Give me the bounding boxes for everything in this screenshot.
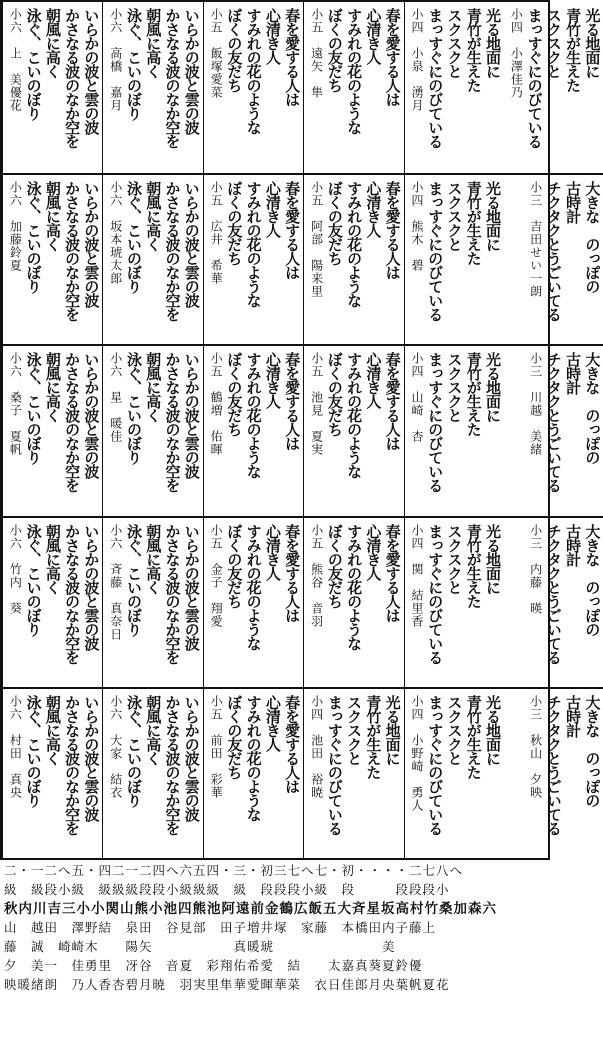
calligraphy-cell (2, 2, 102, 173)
student-signature: 小五 飯塚愛菜 (209, 8, 224, 99)
grid-row (2, 173, 603, 344)
poem-line: 朝風に高く (144, 181, 163, 252)
grid-row (2, 344, 603, 515)
poem-line: ぼくの友だち (325, 181, 344, 266)
calligraphy-cell (303, 175, 403, 344)
poem-line: まっすぐにのびている (426, 352, 445, 493)
poem-line: 心清き人 (364, 181, 383, 238)
student-signature: 小五 遠矢 隼 (309, 8, 324, 99)
poem-line: スクスクと (345, 694, 364, 765)
student-legend (0, 865, 550, 1063)
calligraphy-cell (404, 175, 504, 344)
poem-line: いらかの波と雲の波 (82, 8, 101, 134)
poem-line: まっすぐにのびている (325, 694, 344, 835)
calligraphy-cell (303, 689, 403, 858)
student-signature: 小五 池見 夏実 (309, 352, 324, 457)
calligraphy-cell (2, 175, 102, 344)
poem-line: 心清き人 (263, 694, 282, 751)
calligraphy-cell (203, 689, 303, 858)
poem-line: 青竹が生えた (464, 352, 483, 437)
poem-line: 大きな のっぽの (583, 352, 602, 465)
poem-line: すみれの花のような (244, 523, 263, 650)
calligraphy-cell (504, 2, 603, 173)
poem-line: かさなる波のなか空を (63, 694, 82, 835)
poem-line: かさなる波のなか空を (163, 523, 182, 664)
legend-name-line: 夕 美一 佳勇里 冴谷 音夏 彩翔佑希愛 結 太嘉真葵夏鈴優 (4, 958, 423, 973)
poem-line: 春を愛する人は (383, 523, 402, 622)
legend-name-line: 山 越田 澤野結 泉田 谷見部 田子増井塚 家藤 本橋田内子藤上 (4, 920, 437, 935)
poem-line: ぼくの友だち (225, 181, 244, 266)
poem-line: 青竹が生えた (564, 8, 583, 92)
student-signature: 小六 上 美優花 (8, 8, 23, 112)
poem-line: すみれの花のような (244, 181, 263, 308)
calligraphy-cell (102, 689, 202, 858)
poem-line: すみれの花のような (345, 181, 364, 308)
poem-line: 朝風に高く (43, 181, 62, 252)
calligraphy-cell (203, 2, 303, 173)
poem-line: スクスクと (445, 8, 464, 78)
poem-line: すみれの花のような (244, 8, 263, 134)
grid-row (2, 687, 603, 858)
poem-line: 光る地面に (483, 694, 502, 765)
calligraphy-cell (404, 518, 504, 687)
student-signature: 小六 斉藤 真奈日 (108, 523, 123, 641)
student-signature: 小六 坂本琥太郎 (108, 181, 123, 286)
poem-line: チクタクとうごいてる (544, 181, 563, 322)
poem-line: 朝風に高く (43, 523, 62, 594)
poem-line: いらかの波と雲の波 (182, 523, 201, 650)
poem-line: すみれの花のような (345, 8, 364, 134)
student-signature: 小六 桑子 夏帆 (8, 352, 23, 457)
poem-line: かさなる波のなか空を (163, 352, 182, 493)
poem-line: 泳ぐ、こいのぼり (24, 523, 43, 636)
poem-line: 青竹が生えた (364, 694, 383, 779)
student-signature: 小四 熊木 碧 (409, 181, 424, 273)
poem-line: 泳ぐ、こいのぼり (125, 181, 144, 294)
grid-row (2, 2, 603, 173)
poem-line: 光る地面に (483, 352, 502, 423)
poem-line: かさなる波のなか空を (63, 181, 82, 322)
student-signature: 小六 加藤鈴夏 (8, 181, 23, 273)
calligraphy-cell (2, 518, 102, 687)
poem-line: 心清き人 (263, 352, 282, 409)
student-signature: 小五 広井 希華 (209, 181, 224, 286)
poem-line: いらかの波と雲の波 (182, 352, 201, 479)
calligraphy-cell (404, 689, 504, 858)
poem-line: ぼくの友だち (325, 352, 344, 437)
student-signature: 小四 小澤佳乃 (509, 8, 524, 99)
legend-grade-line: 級 級段小級 級級級段段小級級級 級 段段段小級 段 段段段小 (4, 882, 450, 897)
poem-line: 春を愛する人は (283, 523, 302, 622)
poem-line: 心清き人 (364, 352, 383, 409)
poem-line: チクタクとうごいてる (544, 523, 563, 664)
student-signature: 小四 小泉 湧月 (409, 8, 424, 112)
calligraphy-cell (203, 175, 303, 344)
poem-line: すみれの花のような (244, 352, 263, 479)
poem-line: スクスクと (445, 523, 464, 594)
poem-line: 心清き人 (263, 523, 282, 580)
poem-line: いらかの波と雲の波 (82, 523, 101, 650)
poem-line: ぼくの友だち (225, 694, 244, 779)
poem-line: 大きな のっぽの (583, 181, 602, 294)
poem-line: 泳ぐ、こいのぼり (125, 352, 144, 465)
calligraphy-cell (404, 346, 504, 515)
poem-line: 泳ぐ、こいのぼり (24, 352, 43, 465)
calligraphy-cell (504, 346, 603, 515)
poem-line: 朝風に高く (144, 352, 163, 423)
poem-line: 春を愛する人は (283, 181, 302, 280)
student-signature: 小四 山崎 杏 (409, 352, 424, 444)
student-signature: 小六 竹内 葵 (8, 523, 23, 615)
poem-line: かさなる波のなか空を (163, 8, 182, 148)
poem-line: 春を愛する人は (283, 694, 302, 793)
student-signature: 小五 阿部 陽来里 (309, 181, 324, 299)
calligraphy-cell (203, 518, 303, 687)
student-signature: 小四 小野崎 勇人 (409, 694, 424, 812)
poem-line: かさなる波のなか空を (163, 694, 182, 835)
poem-line: まっすぐにのびている (426, 181, 445, 322)
poem-line: 古時計 (564, 523, 583, 566)
poem-line: 泳ぐ、こいのぼり (125, 694, 144, 807)
poem-line: いらかの波と雲の波 (82, 352, 101, 479)
poem-line: 青竹が生えた (464, 523, 483, 608)
poem-line: 泳ぐ、こいのぼり (125, 8, 144, 120)
poem-line: ぼくの友だち (325, 523, 344, 608)
poem-line: 朝風に高く (43, 8, 62, 78)
poem-line: かさなる波のなか空を (163, 181, 182, 322)
poem-line: すみれの花のような (345, 523, 364, 650)
student-signature: 小四 関 結里香 (409, 523, 424, 628)
poem-line: 光る地面に (483, 8, 502, 78)
student-signature: 小五 前田 彩華 (209, 694, 224, 799)
grid-row (2, 516, 603, 687)
calligraphy-cell (102, 518, 202, 687)
student-signature: 小六 大家 結衣 (108, 694, 123, 799)
poem-line: すみれの花のような (345, 352, 364, 479)
poem-line: ぼくの友だち (325, 8, 344, 92)
calligraphy-cell (203, 346, 303, 515)
calligraphy-cell (102, 175, 202, 344)
legend-name-line: 藤 誠 崎崎木 陽矢 真暖琥 美 (4, 939, 396, 954)
poem-line: スクスクと (544, 8, 563, 78)
student-signature: 小三 吉田せい一朗 (528, 181, 543, 299)
student-signature: 小四 池田 裕暁 (309, 694, 324, 799)
poem-line: 光る地面に (383, 694, 402, 765)
poem-line: 春を愛する人は (283, 352, 302, 451)
poem-line: 青竹が生えた (464, 181, 483, 266)
poem-line: 古時計 (564, 181, 583, 224)
calligraphy-cell (504, 689, 603, 858)
poem-line: 古時計 (564, 352, 583, 395)
poem-line: ぼくの友だち (225, 523, 244, 608)
poem-line: かさなる波のなか空を (63, 352, 82, 493)
calligraphy-cell (504, 518, 603, 687)
calligraphy-cell (303, 2, 403, 173)
calligraphy-cell (404, 2, 504, 173)
poem-line: 朝風に高く (43, 352, 62, 423)
poem-line: まっすぐにのびている (426, 523, 445, 664)
student-signature: 小三 川越 美緒 (528, 352, 543, 457)
poem-line: ぼくの友だち (225, 8, 244, 92)
legend-rank-line: 二・一二へ五・四二一二四へ六五四・三・初三七へ七・初・・・・二七八へ (4, 863, 464, 878)
student-signature: 小五 金子 翔愛 (209, 523, 224, 628)
poem-line: 春を愛する人は (383, 352, 402, 451)
calligraphy-cell (102, 346, 202, 515)
poem-line: 光る地面に (483, 181, 502, 252)
poem-line: 泳ぐ、こいのぼり (24, 8, 43, 120)
poem-line: スクスクと (445, 352, 464, 423)
calligraphy-cell (504, 175, 603, 344)
poem-line: チクタクとうごいてる (544, 694, 563, 835)
poem-line: いらかの波と雲の波 (182, 694, 201, 821)
legend-surname-line: 秋内川吉三小小関山熊小池四熊池阿遠前金鶴広飯五大斉星坂高村竹桑加森六 (4, 901, 497, 917)
poem-line: かさなる波のなか空を (63, 8, 82, 148)
poem-line: 青竹が生えた (464, 694, 483, 779)
poem-line: 心清き人 (263, 181, 282, 238)
poem-line: 朝風に高く (144, 8, 163, 78)
calligraphy-cell (2, 346, 102, 515)
poem-line: スクスクと (445, 181, 464, 252)
poem-line: いらかの波と雲の波 (82, 694, 101, 821)
poem-line: 春を愛する人は (383, 8, 402, 106)
poem-line: 春を愛する人は (283, 8, 302, 106)
poem-line: 泳ぐ、こいのぼり (24, 181, 43, 294)
poem-line: 光る地面に (583, 8, 602, 78)
student-signature: 小六 村田 真央 (8, 694, 23, 799)
poem-line: すみれの花のような (244, 694, 263, 821)
poem-line: チクタクとうごいてる (544, 352, 563, 493)
student-signature: 小三 秋山 夕映 (528, 694, 543, 799)
poem-line: いらかの波と雲の波 (182, 181, 201, 308)
student-signature: 小五 鶴増 佑暉 (209, 352, 224, 457)
poem-line: 古時計 (564, 694, 583, 737)
poem-line: 心清き人 (364, 523, 383, 580)
poem-line: まっすぐにのびている (426, 694, 445, 835)
poem-line: 心清き人 (263, 8, 282, 64)
calligraphy-cell (303, 346, 403, 515)
poem-line: 泳ぐ、こいのぼり (24, 694, 43, 807)
poem-line: 朝風に高く (43, 694, 62, 765)
calligraphy-cell (102, 2, 202, 173)
poem-line: 朝風に高く (144, 523, 163, 594)
poem-line: かさなる波のなか空を (63, 523, 82, 664)
student-signature: 小五 熊谷 音羽 (309, 523, 324, 628)
poem-line: まっすぐにのびている (525, 8, 544, 148)
poem-line: スクスクと (445, 694, 464, 765)
poem-line: 春を愛する人は (383, 181, 402, 280)
poem-line: 大きな のっぽの (583, 523, 602, 636)
poem-line: 大きな のっぽの (583, 694, 602, 807)
poem-line: いらかの波と雲の波 (182, 8, 201, 134)
poem-line: 光る地面に (483, 523, 502, 594)
calligraphy-cell (2, 689, 102, 858)
calligraphy-cell (303, 518, 403, 687)
poem-line: まっすぐにのびている (426, 8, 445, 148)
poem-line: 泳ぐ、こいのぼり (125, 523, 144, 636)
poem-line: いらかの波と雲の波 (82, 181, 101, 308)
student-signature: 小六 星 暖佳 (108, 352, 123, 444)
poem-line: 青竹が生えた (464, 8, 483, 92)
student-signature: 小三 内藤 暎 (528, 523, 543, 615)
poem-line: ぼくの友だち (225, 352, 244, 437)
student-signature: 小六 高橋 嘉月 (108, 8, 123, 112)
poem-line: 朝風に高く (144, 694, 163, 765)
poem-line: 心清き人 (364, 8, 383, 64)
legend-name-line: 映暖緒朗 乃人香杏碧月暁 羽実里隼華愛暉華菜 衣日佳郎月央葉帆夏花 (4, 977, 450, 992)
